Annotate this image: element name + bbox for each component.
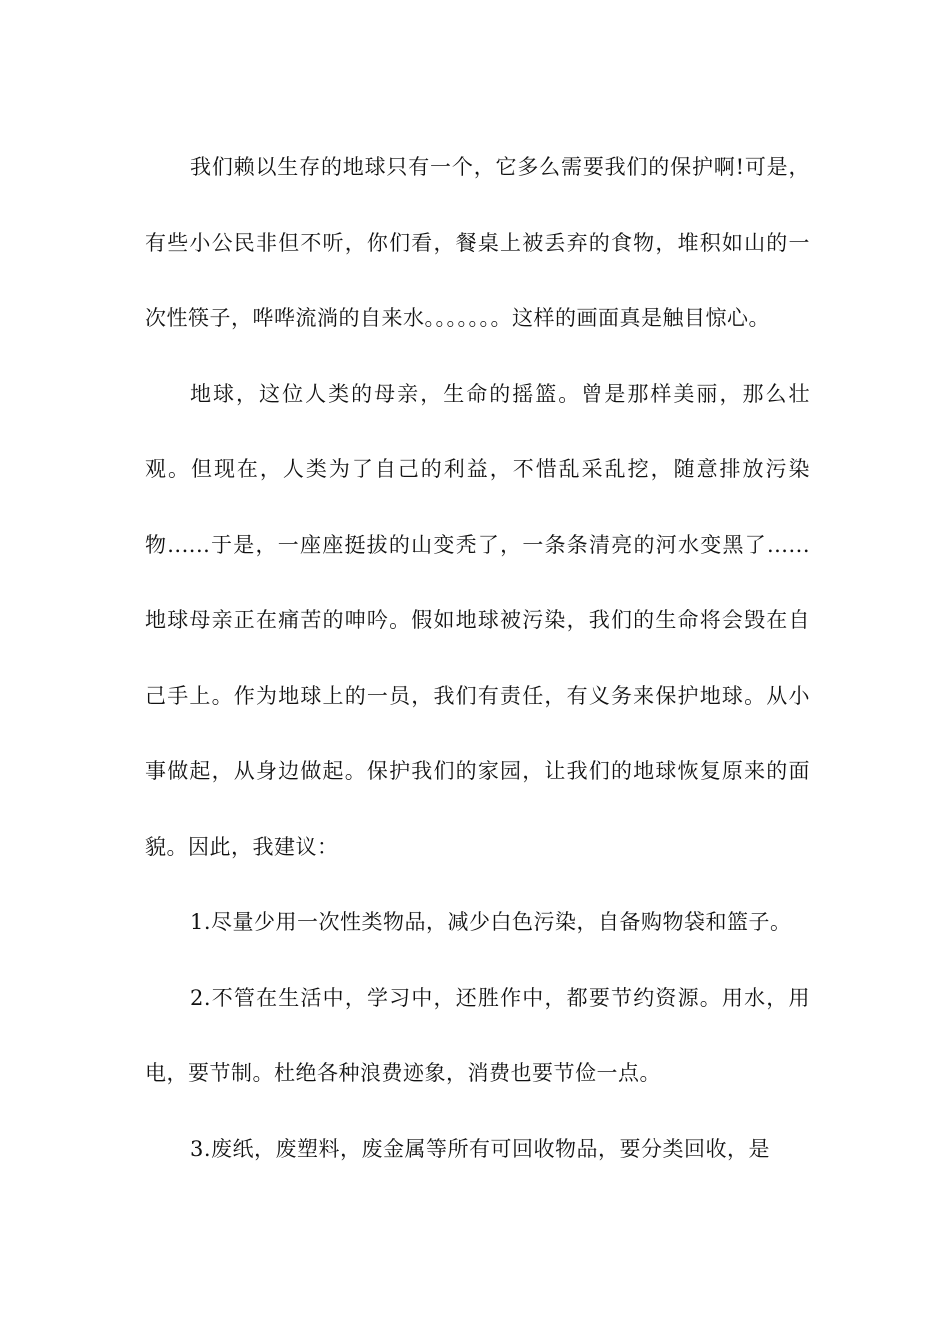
document-body [145, 130, 810, 1187]
suggestion-2: 2.不管在生活中，学习中，还胜作中，都要节约资源。用水，用电，要节制。杜绝各种浪费迹象，消费也要节俭一点。 [145, 985, 810, 1085]
suggestion-1: 1.尽量少用一次性类物品，减少白色污染，自备购物袋和篮子。 [190, 910, 792, 934]
paragraph-earth: 地球，这位人类的母亲，生命的摇篮。曾是那样美丽，那么壮观。但现在，人类为了自己的利益，不惜乱采乱挖，随意排放污染物......于是，一座座挺拔的山变秃了，一条条清亮的河水变黑了......地球母亲正在痛苦的呻吟。假如地球被污染，我们的生命将会毁在自己手上。作为地球上的一员，我们有责任，有义务来保护地球。从小事做起，从身边做起。保护我们的家园，让我们的地球恢复原来的面貌。因此，我建议： [145, 381, 810, 859]
paragraph-intro: 我们赖以生存的地球只有一个，它多么需要我们的保护啊!可是，有些小公民非但不听，你们看，餐桌上被丢弃的食物，堆积如山的一次性筷子，哗哗流淌的自来水。。。。。。。这样的画面真是触目惊心。 [145, 155, 810, 330]
suggestion-3: 3.废纸，废塑料，废金属等所有可回收物品，要分类回收，是 [190, 1136, 771, 1161]
